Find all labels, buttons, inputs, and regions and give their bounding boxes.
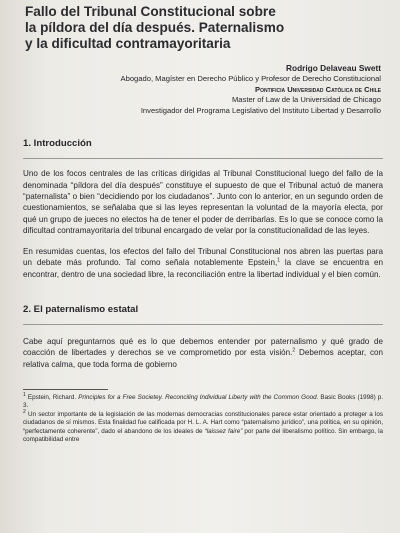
paternalismo-paragraph-text-b: Debemos aceptar, con relativa calma, que toda forma de gobierno: [23, 348, 384, 369]
article-body: [23, 4, 383, 444]
footnote-1: [23, 391, 384, 411]
intro-paragraph-2: [23, 246, 383, 280]
section-divider: [23, 324, 383, 325]
footnote-2-text-b: por parte del liberalismo político. Sin embargo, la compatibilidad entre: [23, 427, 383, 443]
author-affiliation-1: Abogado, Magíster en Derecho Público y Profesor de Derecho Constitucional: [120, 74, 381, 83]
title-line-1: Fallo del Tribunal Constitucional sobre: [25, 4, 276, 19]
footnote-divider: [23, 389, 108, 390]
author-affiliation-2: Pontificia Universidad Católica de Chile: [255, 84, 381, 94]
author-name: Rodrigo Delaveau Swett: [286, 63, 381, 73]
footnote-ref-2[interactable]: 2: [292, 347, 296, 354]
author-affiliation-4: Investigador del Programa Legislativo del Instituto Libertad y Desarrollo: [140, 105, 381, 115]
intro-paragraph-2-text-b: la clave se encuentra en encontrar, dentro de una sociedad libre, la reconciliación entre la libertad individual y el bien común.: [23, 258, 383, 279]
footnote-ref-1[interactable]: 1: [277, 257, 280, 264]
author-affiliation-3: Master of Law de la Universidad de Chicago: [231, 95, 381, 105]
footnote-2-italic-phrase: “laissez faire”: [204, 427, 243, 435]
intro-paragraph-1: Uno de los focos centrales de las críticas dirigidas al Tribunal Constitucional luego del fallo de la denominada “píldora del día después” constituye el supuesto de que el Tribunal actuó de manera “paternalista” o bien “decidiendo por los ciudadanos”. Junto con lo anterior, en un segundo orden de cuestionamientos, se señalaba que si las leyes representan la voluntad de la mayoría electa, por qué un grupo de jueces no electos ha de tener el poder de derribarlas. Es lo que se conoce como la dificultad contramayoritaria del tribunal encargado de velar por la constitucionalidad de las leyes.: [23, 169, 383, 235]
footnote-2-number: 2: [23, 408, 26, 415]
section-heading-introduccion: 1. Introducción: [23, 138, 92, 150]
footnote-1-book-title: Principles for a Free Societey. Reconciling Individual Liberty with the Common Good.: [78, 393, 319, 401]
footnote-2-text-a: Un sector importante de la legislación de las modernas democracias constitucionales parece estar orientado a proteger a los ciudadanos de sí mismos. Esta finalidad fue calificada por H. L. A. Hart como “paternalismo jurídico”, una política, en su opinión, “perfectamente coherente”, dado el abandono de los ideales de: [23, 410, 384, 435]
title-line-3: y la dificultad contramayoritaria: [25, 36, 231, 51]
title-line-2: la píldora del día después. Paternalismo: [25, 20, 285, 35]
footnote-2: [23, 408, 384, 445]
author-block: [23, 62, 383, 116]
footnote-1-text-b: Basic Books (1998) p. 3.: [23, 393, 384, 410]
paternalismo-paragraph-1: [23, 336, 383, 370]
article-title: [25, 4, 383, 52]
intro-paragraph-2-text-a: En resumidas cuentas, los efectos del fallo del Tribunal Constitucional nos abren las puertas para un debate más profundo. Tal como señala notablemente Epstein,: [23, 247, 383, 268]
paternalismo-paragraph-text-a: Cabe aquí preguntarnos qué es lo que debemos entender por paternalismo y qué grado de coacción de libertades y derechos se ve comprometido por esta visión.: [23, 337, 383, 358]
footnote-1-number: 1: [23, 391, 26, 398]
footnote-1-text-a: Epstein, Richard.: [27, 393, 79, 401]
section-heading-paternalismo: 2. El paternalismo estatal: [23, 304, 139, 316]
section-divider: [23, 158, 383, 159]
